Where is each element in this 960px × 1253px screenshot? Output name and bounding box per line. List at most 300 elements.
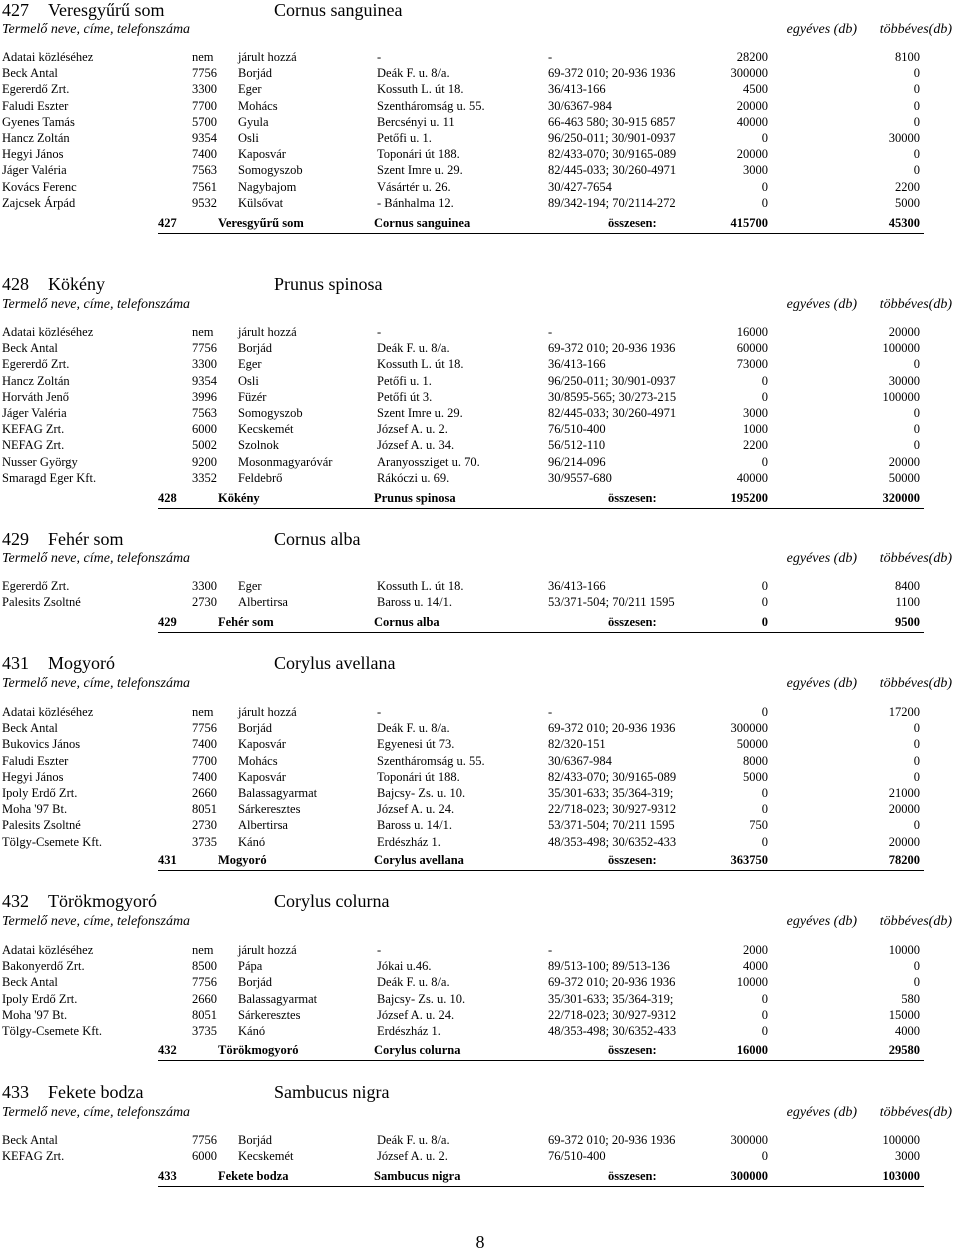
phone: 53/371-504; 70/211 1595 <box>548 818 675 833</box>
annual-count: 4500 <box>743 82 768 97</box>
total-species-name: Mogyoró <box>218 853 267 867</box>
annual-count: 0 <box>761 1007 768 1022</box>
total-species-code: 433 <box>158 1169 177 1183</box>
postal-code: 6000 <box>192 422 217 437</box>
phone: 82/433-070; 30/9165-089 <box>548 769 677 784</box>
street-address: Jókai u.46. <box>377 959 432 974</box>
total-perennial: 9500 <box>895 615 920 629</box>
postal-code: 7563 <box>192 163 217 178</box>
table-row <box>0 454 960 470</box>
total-row <box>0 852 960 868</box>
annual-count: 2000 <box>743 943 768 957</box>
producer-name: Beck Antal <box>2 1133 58 1147</box>
postal-code: 2660 <box>192 786 217 800</box>
perennial-count: 0 <box>913 959 920 974</box>
table-row <box>0 195 960 211</box>
species-latin-name: Cornus sanguinea <box>274 0 403 20</box>
perennial-header: többéves(db) <box>879 297 952 312</box>
phone: 48/353-498; 30/6352-433 <box>548 1024 677 1038</box>
species-code: 433 <box>2 1082 29 1102</box>
postal-code: 8051 <box>192 802 217 817</box>
street-address: József A. u. 34. <box>377 438 455 453</box>
producer-name: Gyenes Tamás <box>2 114 75 129</box>
annual-count: 0 <box>761 373 768 388</box>
table-row <box>0 65 960 81</box>
total-label: összesen: <box>608 491 657 505</box>
producer-header: Termelő neve, címe, telefonszáma <box>2 914 191 929</box>
annual-count: 0 <box>761 179 768 194</box>
annual-count: 0 <box>761 991 768 1006</box>
postal-code: 7700 <box>192 98 217 113</box>
annual-count: 750 <box>749 818 768 833</box>
city: Kaposvár <box>238 147 286 162</box>
city: Pápa <box>238 959 263 974</box>
city: Feldebrő <box>238 470 283 485</box>
perennial-count: 21000 <box>888 786 920 800</box>
table-row <box>0 405 960 421</box>
total-annual: 0 <box>761 615 768 629</box>
table-row <box>0 130 960 146</box>
phone: 30/8595-565; 30/273-215 <box>548 389 677 404</box>
perennial-count: 0 <box>913 357 920 372</box>
producer-name: Moha '97 Bt. <box>2 1007 68 1022</box>
city: Gyula <box>238 114 269 129</box>
producer-name: Adatai közléséhez <box>2 50 94 64</box>
total-latin-name: Prunus spinosa <box>374 491 456 505</box>
perennial-count: 0 <box>913 163 920 178</box>
phone: - <box>548 50 553 64</box>
street-address: Vásártér u. 26. <box>377 179 451 194</box>
table-row <box>0 49 960 65</box>
species-name: Mogyoró <box>48 653 115 673</box>
annual-count: 0 <box>761 579 768 593</box>
producer-name: Kovács Ferenc <box>2 179 77 194</box>
total-label: összesen: <box>608 1169 657 1183</box>
phone: 89/342-194; 70/2114-272 <box>548 195 676 210</box>
total-species-name: Kökény <box>218 491 260 505</box>
street-address: Deák F. u. 8/a. <box>377 721 450 736</box>
perennial-header: többéves(db) <box>879 22 952 37</box>
city: Nagybajom <box>238 179 297 194</box>
producer-header: Termelő neve, címe, telefonszáma <box>2 1105 191 1120</box>
perennial-count: 50000 <box>888 470 920 485</box>
postal-code: 9200 <box>192 454 217 469</box>
postal-code: 7561 <box>192 179 217 194</box>
total-latin-name: Cornus alba <box>374 615 440 629</box>
perennial-count: 2200 <box>895 179 920 194</box>
street-address: Toponári út 188. <box>377 769 460 784</box>
table-row <box>0 340 960 356</box>
total-underline <box>158 508 924 509</box>
perennial-count: 100000 <box>882 389 920 404</box>
producer-name: Hancz Zoltán <box>2 131 70 145</box>
postal-code: nem <box>192 325 214 339</box>
perennial-header: többéves(db) <box>879 676 952 691</box>
phone: 69-372 010; 20-936 1936 <box>548 1133 676 1147</box>
table-row <box>0 389 960 405</box>
phone: 96/250-011; 30/901-0937 <box>548 131 676 145</box>
phone: 82/433-070; 30/9165-089 <box>548 147 677 162</box>
city: Somogyszob <box>238 406 303 420</box>
street-address: Petőfi u. 1. <box>377 373 432 388</box>
phone: - <box>548 705 553 719</box>
perennial-count: 0 <box>913 769 920 784</box>
annual-header: egyéves (db) <box>786 1105 857 1120</box>
postal-code: 3735 <box>192 1024 217 1038</box>
table-row <box>0 753 960 769</box>
city: Kánó <box>238 834 266 849</box>
producer-name: Egererdő Zrt. <box>2 82 70 97</box>
annual-count: 3000 <box>743 406 768 420</box>
city: Eger <box>238 357 262 372</box>
perennial-count: 20000 <box>888 325 920 339</box>
city: Kecskemét <box>238 1149 294 1164</box>
producer-name: Beck Antal <box>2 341 58 356</box>
table-row <box>0 704 960 720</box>
city: Albertirsa <box>238 595 288 610</box>
total-perennial: 29580 <box>888 1043 920 1057</box>
producer-name: Adatai közléséhez <box>2 705 94 719</box>
street-address: Szent Imre u. 29. <box>377 406 463 420</box>
city: Eger <box>238 82 262 97</box>
total-latin-name: Corylus colurna <box>374 1043 461 1057</box>
perennial-count: 0 <box>913 438 920 453</box>
species-code: 432 <box>2 891 29 911</box>
producer-header: Termelő neve, címe, telefonszáma <box>2 551 191 566</box>
total-species-name: Fehér som <box>218 615 274 629</box>
postal-code: 2730 <box>192 818 217 833</box>
table-row <box>0 736 960 752</box>
table-row <box>0 578 960 594</box>
table-row <box>0 1132 960 1148</box>
phone: 69-372 010; 20-936 1936 <box>548 66 676 81</box>
table-row <box>0 594 960 610</box>
producer-name: Nusser György <box>2 454 78 469</box>
postal-code: 7756 <box>192 66 217 81</box>
street-address: - <box>377 943 382 957</box>
street-address: Petőfi u. 1. <box>377 131 432 145</box>
street-address: Rákóczi u. 69. <box>377 470 450 485</box>
total-perennial: 78200 <box>888 853 920 867</box>
annual-count: 0 <box>761 834 768 849</box>
street-address: Toponári út 188. <box>377 147 460 162</box>
street-address: Egyenesi út 73. <box>377 737 455 752</box>
table-row <box>0 81 960 97</box>
annual-count: 20000 <box>736 147 768 162</box>
annual-count: 0 <box>761 802 768 817</box>
total-underline <box>158 1060 924 1061</box>
producer-name: Adatai közléséhez <box>2 325 94 339</box>
phone: 82/445-033; 30/260-4971 <box>548 406 677 420</box>
annual-count: 0 <box>761 195 768 210</box>
postal-code: 9354 <box>192 131 217 145</box>
postal-code: 6000 <box>192 1149 217 1164</box>
postal-code: 3300 <box>192 82 217 97</box>
postal-code: 8500 <box>192 959 217 974</box>
total-species-code: 431 <box>158 853 177 867</box>
phone: 22/718-023; 30/927-9312 <box>548 1007 677 1022</box>
postal-code: 5700 <box>192 114 217 129</box>
postal-code: 2660 <box>192 991 217 1006</box>
phone: 96/214-096 <box>548 454 606 469</box>
producer-name: Jáger Valéria <box>2 406 67 420</box>
total-species-code: 428 <box>158 491 177 505</box>
city: járult hozzá <box>238 705 297 719</box>
species-code: 428 <box>2 274 29 294</box>
phone: 30/6367-984 <box>548 98 612 113</box>
total-annual: 195200 <box>730 491 768 505</box>
perennial-count: 0 <box>913 98 920 113</box>
annual-count: 0 <box>761 389 768 404</box>
phone: 30/9557-680 <box>548 470 612 485</box>
total-row <box>0 614 960 630</box>
annual-count: 60000 <box>736 341 768 356</box>
postal-code: 3300 <box>192 357 217 372</box>
postal-code: 8051 <box>192 1007 217 1022</box>
perennial-count: 0 <box>913 975 920 990</box>
perennial-count: 8400 <box>895 579 920 593</box>
perennial-count: 3000 <box>895 1149 920 1164</box>
postal-code: 7400 <box>192 147 217 162</box>
perennial-count: 100000 <box>882 1133 920 1147</box>
perennial-count: 0 <box>913 66 920 81</box>
street-address: Szentháromság u. 55. <box>377 753 485 768</box>
annual-count: 50000 <box>736 737 768 752</box>
perennial-count: 10000 <box>888 943 920 957</box>
table-row <box>0 421 960 437</box>
annual-count: 0 <box>761 454 768 469</box>
total-perennial: 320000 <box>882 491 920 505</box>
phone: 66-463 580; 30-915 6857 <box>548 114 676 129</box>
city: Sárkeresztes <box>238 802 301 817</box>
street-address: Bajcsy- Zs. u. 10. <box>377 991 466 1006</box>
page-number: 8 <box>475 1232 485 1252</box>
perennial-count: 0 <box>913 82 920 97</box>
city: Balassagyarmat <box>238 786 318 800</box>
phone: 69-372 010; 20-936 1936 <box>548 975 676 990</box>
total-underline <box>158 233 924 234</box>
postal-code: 7563 <box>192 406 217 420</box>
postal-code: 7700 <box>192 753 217 768</box>
table-row <box>0 162 960 178</box>
street-address: Deák F. u. 8/a. <box>377 341 450 356</box>
producer-name: Hegyi János <box>2 769 64 784</box>
producer-name: Horváth Jenő <box>2 389 69 404</box>
table-row <box>0 720 960 736</box>
phone: 35/301-633; 35/364-319; <box>548 991 674 1006</box>
species-latin-name: Cornus alba <box>274 529 361 549</box>
postal-code: 7400 <box>192 737 217 752</box>
street-address: Kossuth L. út 18. <box>377 579 464 593</box>
street-address: Szentháromság u. 55. <box>377 98 485 113</box>
city: Eger <box>238 579 262 593</box>
city: Mohács <box>238 98 278 113</box>
city: Kaposvár <box>238 737 286 752</box>
producer-name: Faludi Eszter <box>2 98 69 113</box>
postal-code: 9354 <box>192 373 217 388</box>
table-row <box>0 834 960 850</box>
total-species-code: 432 <box>158 1043 177 1057</box>
producer-name: Zajcsek Árpád <box>2 195 76 210</box>
total-species-code: 427 <box>158 216 177 230</box>
perennial-count: 20000 <box>888 802 920 817</box>
species-code: 427 <box>2 0 29 20</box>
phone: 76/510-400 <box>548 422 606 437</box>
phone: 36/413-166 <box>548 579 606 593</box>
annual-count: 40000 <box>736 114 768 129</box>
postal-code: 7756 <box>192 341 217 356</box>
species-latin-name: Prunus spinosa <box>274 274 383 294</box>
table-row <box>0 146 960 162</box>
perennial-count: 0 <box>913 721 920 736</box>
phone: 76/510-400 <box>548 1149 606 1164</box>
total-label: összesen: <box>608 853 657 867</box>
table-row <box>0 324 960 340</box>
perennial-count: 20000 <box>888 454 920 469</box>
annual-count: 3000 <box>743 163 768 178</box>
total-underline <box>158 632 924 633</box>
street-address: József A. u. 2. <box>377 1149 448 1164</box>
annual-count: 0 <box>761 786 768 800</box>
perennial-count: 0 <box>913 406 920 420</box>
street-address: Baross u. 14/1. <box>377 595 452 610</box>
total-row <box>0 1168 960 1184</box>
perennial-count: 17200 <box>888 705 920 719</box>
city: Külsővat <box>238 195 284 210</box>
phone: 36/413-166 <box>548 82 606 97</box>
phone: 48/353-498; 30/6352-433 <box>548 834 677 849</box>
phone: 96/250-011; 30/901-0937 <box>548 373 676 388</box>
annual-header: egyéves (db) <box>786 914 857 929</box>
street-address: - Bánhalma 12. <box>377 195 454 210</box>
total-latin-name: Corylus avellana <box>374 853 464 867</box>
city: Osli <box>238 131 259 145</box>
annual-count: 0 <box>761 131 768 145</box>
street-address: Baross u. 14/1. <box>377 818 452 833</box>
table-row <box>0 817 960 833</box>
street-address: József A. u. 2. <box>377 422 448 437</box>
annual-count: 0 <box>761 1024 768 1038</box>
table-row <box>0 1023 960 1039</box>
producer-name: Adatai közléséhez <box>2 943 94 957</box>
annual-header: egyéves (db) <box>786 551 857 566</box>
table-row <box>0 179 960 195</box>
city: Somogyszob <box>238 163 303 178</box>
producer-name: Smaragd Eger Kft. <box>2 470 97 485</box>
street-address: Deák F. u. 8/a. <box>377 66 450 81</box>
table-row <box>0 98 960 114</box>
producer-name: Bukovics János <box>2 737 81 752</box>
producer-name: Beck Antal <box>2 975 58 990</box>
annual-count: 1000 <box>743 422 768 437</box>
table-row <box>0 114 960 130</box>
producer-name: Beck Antal <box>2 66 58 81</box>
annual-count: 20000 <box>736 98 768 113</box>
producer-header: Termelő neve, címe, telefonszáma <box>2 676 191 691</box>
phone: 36/413-166 <box>548 357 606 372</box>
species-code: 429 <box>2 529 29 549</box>
city: Borjád <box>238 1133 273 1147</box>
city: járult hozzá <box>238 943 297 957</box>
perennial-header: többéves(db) <box>879 1105 952 1120</box>
annual-header: egyéves (db) <box>786 22 857 37</box>
city: Albertirsa <box>238 818 288 833</box>
table-row <box>0 974 960 990</box>
producer-name: Hegyi János <box>2 147 64 162</box>
street-address: Aranyossziget u. 70. <box>377 454 480 469</box>
annual-count: 28200 <box>736 50 768 64</box>
species-latin-name: Sambucus nigra <box>274 1082 390 1102</box>
annual-header: egyéves (db) <box>786 676 857 691</box>
postal-code: nem <box>192 50 214 64</box>
perennial-count: 0 <box>913 753 920 768</box>
city: Kaposvár <box>238 769 286 784</box>
phone: 30/427-7654 <box>548 179 612 194</box>
producer-name: Ipoly Erdő Zrt. <box>2 991 78 1006</box>
street-address: - <box>377 325 382 339</box>
city: Borjád <box>238 721 273 736</box>
street-address: Kossuth L. út 18. <box>377 357 464 372</box>
total-row <box>0 1042 960 1058</box>
postal-code: nem <box>192 705 214 719</box>
producer-header: Termelő neve, címe, telefonszáma <box>2 297 191 312</box>
phone: 82/320-151 <box>548 737 606 752</box>
producer-name: Palesits Zsoltné <box>2 818 81 833</box>
total-perennial: 45300 <box>888 216 920 230</box>
street-address: - <box>377 705 382 719</box>
species-code: 431 <box>2 653 29 673</box>
total-latin-name: Cornus sanguinea <box>374 216 471 230</box>
postal-code: 2730 <box>192 595 217 610</box>
producer-name: Tölgy-Csemete Kft. <box>2 834 102 849</box>
total-label: összesen: <box>608 1043 657 1057</box>
street-address: Erdészház 1. <box>377 1024 441 1038</box>
total-species-code: 429 <box>158 615 177 629</box>
street-address: Deák F. u. 8/a. <box>377 1133 450 1147</box>
annual-count: 0 <box>761 705 768 719</box>
producer-name: Palesits Zsoltné <box>2 595 81 610</box>
street-address: Bajcsy- Zs. u. 10. <box>377 786 466 800</box>
table-row <box>0 785 960 801</box>
perennial-count: 100000 <box>882 341 920 356</box>
species-latin-name: Corylus colurna <box>274 891 390 911</box>
perennial-count: 1100 <box>895 595 920 610</box>
perennial-count: 30000 <box>888 373 920 388</box>
street-address: Bercsényi u. 11 <box>377 114 455 129</box>
city: Sárkeresztes <box>238 1007 301 1022</box>
phone: - <box>548 325 553 339</box>
phone: - <box>548 943 553 957</box>
city: Borjád <box>238 975 273 990</box>
producer-name: Bakonyerdő Zrt. <box>2 959 85 974</box>
table-row <box>0 991 960 1007</box>
city: Borjád <box>238 66 273 81</box>
producer-name: Beck Antal <box>2 721 58 736</box>
perennial-count: 0 <box>913 114 920 129</box>
phone: 53/371-504; 70/211 1595 <box>548 595 675 610</box>
table-row <box>0 1007 960 1023</box>
total-underline <box>158 870 924 871</box>
street-address: József A. u. 24. <box>377 802 455 817</box>
table-row <box>0 437 960 453</box>
table-row <box>0 373 960 389</box>
phone: 56/512-110 <box>548 438 606 453</box>
street-address: Petőfi út 3. <box>377 389 433 404</box>
perennial-count: 5000 <box>895 195 920 210</box>
species-name: Fekete bodza <box>48 1082 144 1102</box>
postal-code: 7756 <box>192 1133 217 1147</box>
table-row <box>0 958 960 974</box>
